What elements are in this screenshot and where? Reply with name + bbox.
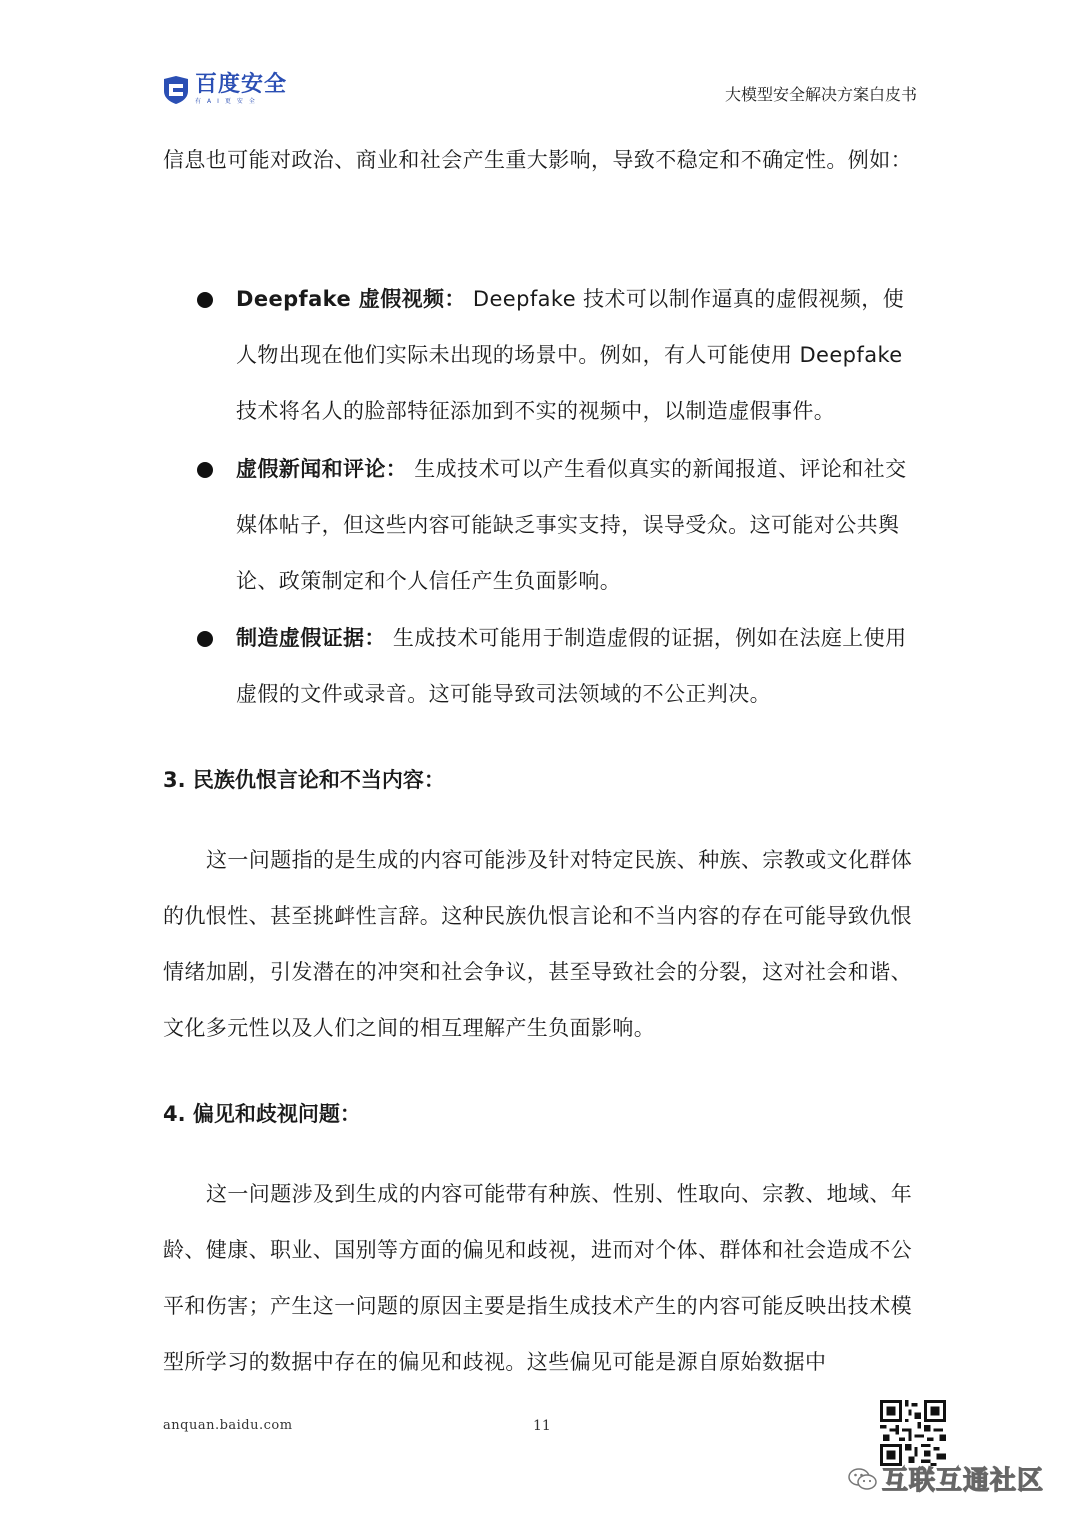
brand-name: 百度安全	[195, 72, 288, 97]
list-item	[236, 271, 916, 439]
bullet-title: Deepfake 虚假视频：	[236, 287, 466, 311]
bullet-title: 虚假新闻和评论：	[236, 457, 408, 481]
intro-paragraph: 信息也可能对政治、商业和社会产生重大影响，导致不稳定和不确定性。例如：	[163, 148, 912, 172]
bullet-dot	[197, 631, 213, 647]
qr-code-icon	[880, 1400, 946, 1466]
bullet-text: 生成技术可能用于制造虚假的证据，例如在法庭上使用虚假的文件或录音。这可能导致司法领域的不公正判决。	[236, 626, 907, 706]
bullet-text: 生成技术可以产生看似真实的新闻报道、评论和社交媒体帖子，但这些内容可能缺乏事实支持，误导受众。这可能对公共舆论、政策制定和个人信任产生负面影响。	[236, 457, 907, 593]
bullet-title: 制造虚假证据：	[236, 626, 386, 650]
brand-slogan: 有AI更安全	[195, 98, 261, 105]
watermark	[848, 1460, 1044, 1497]
shield-icon	[163, 76, 189, 104]
bullet-dot	[197, 292, 213, 308]
list-item	[236, 441, 916, 609]
wechat-icon	[848, 1467, 878, 1491]
section-heading: 4. 偏见和歧视问题：	[163, 1102, 361, 1126]
bullet-dot	[197, 462, 213, 478]
page-number: 11	[533, 1418, 551, 1434]
section-paragraph: 这一问题指的是生成的内容可能涉及针对特定民族、种族、宗教或文化群体的仇恨性、甚至挑衅性言辞。这种民族仇恨言论和不当内容的存在可能导致仇恨情绪加剧，引发潜在的冲突和社会争议，甚至导致社会的分裂，这对社会和谐、文化多元性以及人们之间的相互理解产生负面影响。	[163, 848, 913, 1040]
document-title: 大模型安全解决方案白皮书	[724, 85, 917, 104]
list-item	[236, 610, 916, 722]
section-paragraph: 这一问题涉及到生成的内容可能带有种族、性别、性取向、宗教、地域、年龄、健康、职业、国别等方面的偏见和歧视，进而对个体、群体和社会造成不公平和伤害；产生这一问题的原因主要是指生成技术产生的内容可能反映出技术模型所学习的数据中存在的偏见和歧视。这些偏见可能是源自原始数据中	[163, 1182, 913, 1374]
brand-logo	[163, 74, 287, 105]
bullet-text: Deepfake 技术可以制作逼真的虚假视频，使人物出现在他们实际未出现的场景中。例如，有人可能使用 Deepfake 技术将名人的脸部特征添加到不实的视频中，以制造虚假事件。	[236, 287, 905, 423]
watermark-text: 互联互通社区	[882, 1466, 1045, 1496]
footer-url: anquan.baidu.com	[163, 1418, 293, 1433]
section-heading: 3. 民族仇恨言论和不当内容：	[163, 768, 445, 792]
